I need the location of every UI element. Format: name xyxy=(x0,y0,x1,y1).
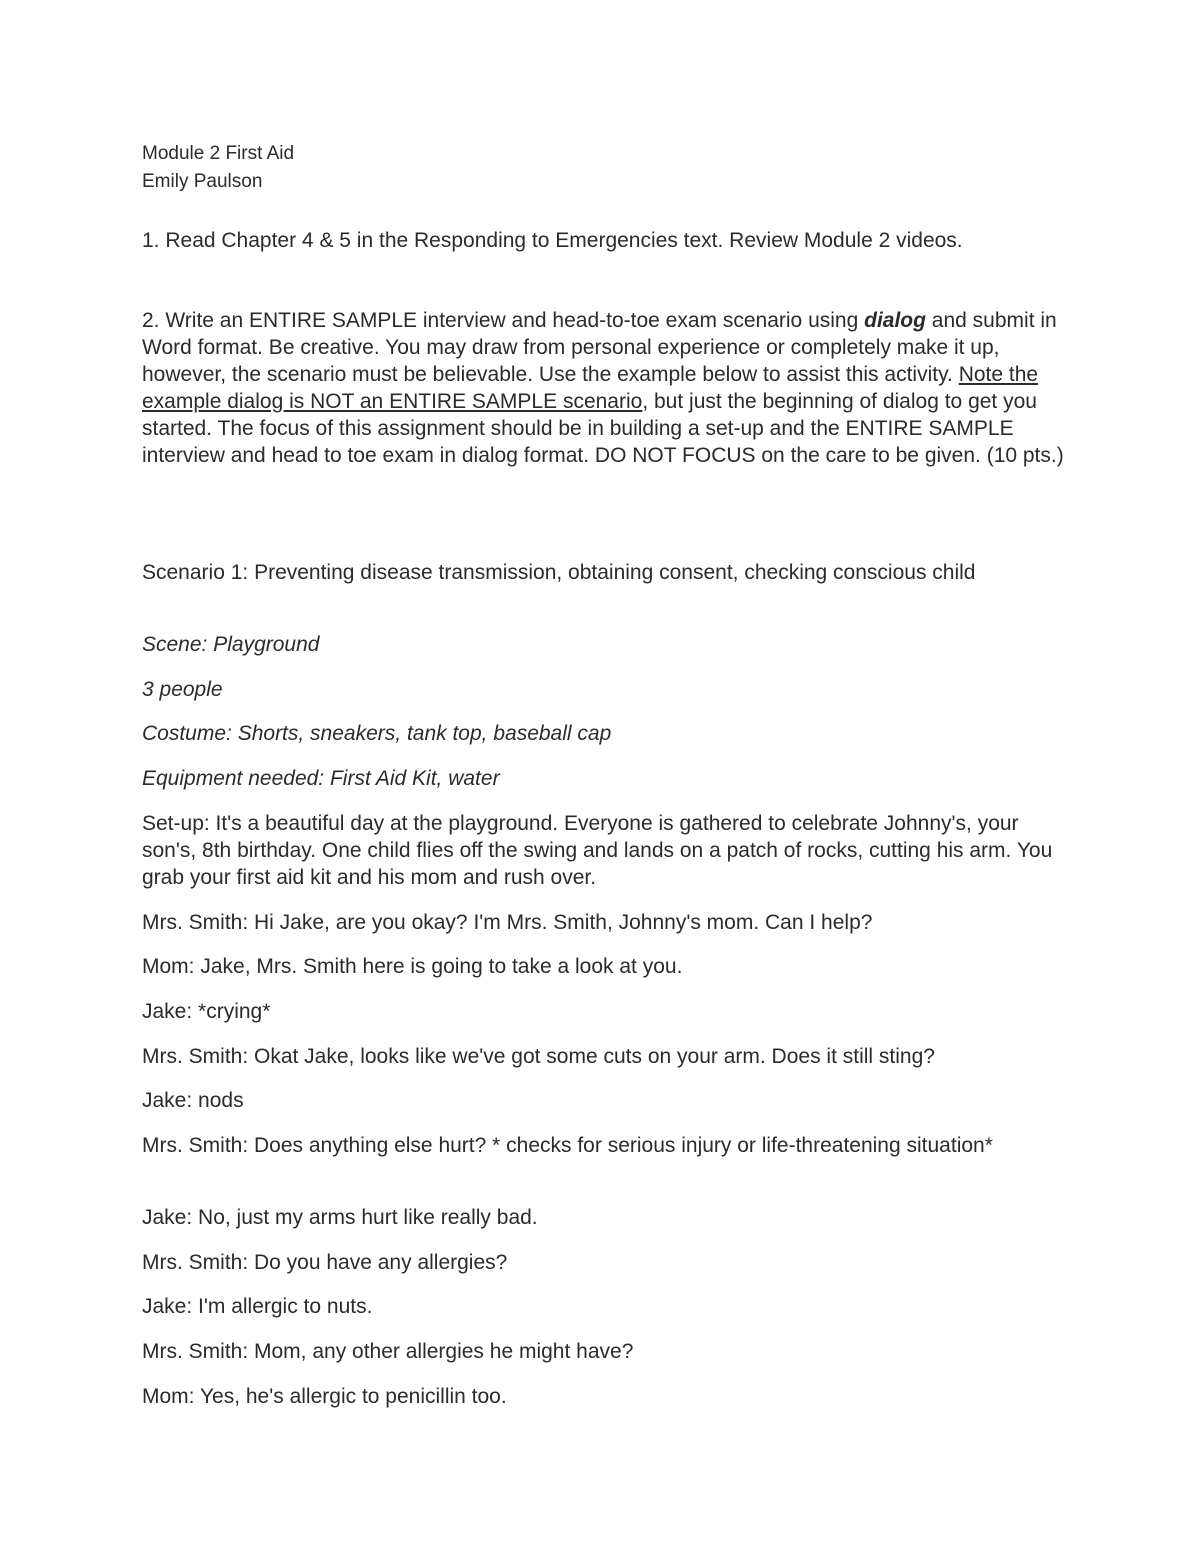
dialog-line: Mrs. Smith: Does anything else hurt? * checks for serious injury or life-threatening situation* xyxy=(142,1134,993,1157)
author-name: Emily Paulson xyxy=(142,171,263,192)
dialog-line: Jake: No, just my arms hurt like really bad. xyxy=(142,1206,538,1229)
dialog-line: Mrs. Smith: Hi Jake, are you okay? I'm Mrs. Smith, Johnny's mom. Can I help? xyxy=(142,911,873,934)
dialog-line: Mom: Jake, Mrs. Smith here is going to take a look at you. xyxy=(142,955,683,978)
dialog-line: Mrs. Smith: Okat Jake, looks like we've got some cuts on your arm. Does it still sting? xyxy=(142,1045,935,1068)
dialog-line: Jake: I'm allergic to nuts. xyxy=(142,1295,373,1318)
dialog-line: Mrs. Smith: Mom, any other allergies he might have? xyxy=(142,1340,634,1363)
instruction-2-text-end: , but just the beginning of dialog to get you started. The focus of this assignment should be in building a set-up and the ENTIRE SAMPLE interview and head to toe exam in dialog format. DO NOT FOCUS on the care to be given. (10 pts.) xyxy=(142,390,1064,467)
instruction-2 xyxy=(142,307,1072,469)
instruction-2-text: 2. Write an ENTIRE SAMPLE interview and head-to-toe exam scenario using xyxy=(142,309,865,332)
instruction-2-emphasis: dialog xyxy=(864,309,926,332)
instruction-2-text-cont: and submit in Word format. Be creative. You may draw from personal experience or completely make it up, however, the scenario must be believable. Use the example below to assist this activity. xyxy=(142,309,1057,386)
dialog-line: Mom: Yes, he's allergic to penicillin too. xyxy=(142,1385,507,1408)
course-title: Module 2 First Aid xyxy=(142,143,295,164)
scenario-setup: Set-up: It's a beautiful day at the playground. Everyone is gathered to celebrate Johnny's, your son's, 8th birthday. One child flies off the swing and lands on a patch of rocks, cutting his arm. You grab your first aid kit and his mom and rush over. xyxy=(142,812,1053,889)
scenario-scene: Scene: Playground xyxy=(142,633,320,656)
scenario-title: Scenario 1: Preventing disease transmission, obtaining consent, checking conscious child xyxy=(142,561,976,584)
scenario-equipment: Equipment needed: First Aid Kit, water xyxy=(142,767,500,790)
dialog-line: Jake: nods xyxy=(142,1089,244,1112)
instruction-1: 1. Read Chapter 4 & 5 in the Responding to Emergencies text. Review Module 2 videos. xyxy=(142,229,963,252)
dialog-line: Jake: *crying* xyxy=(142,1000,271,1023)
dialog-line: Mrs. Smith: Do you have any allergies? xyxy=(142,1251,508,1274)
instruction-2-underlined-note: Note the example dialog is NOT an ENTIRE SAMPLE scenario xyxy=(142,363,1039,413)
scenario-costume: Costume: Shorts, sneakers, tank top, baseball cap xyxy=(142,722,612,745)
scenario-people: 3 people xyxy=(142,678,223,701)
